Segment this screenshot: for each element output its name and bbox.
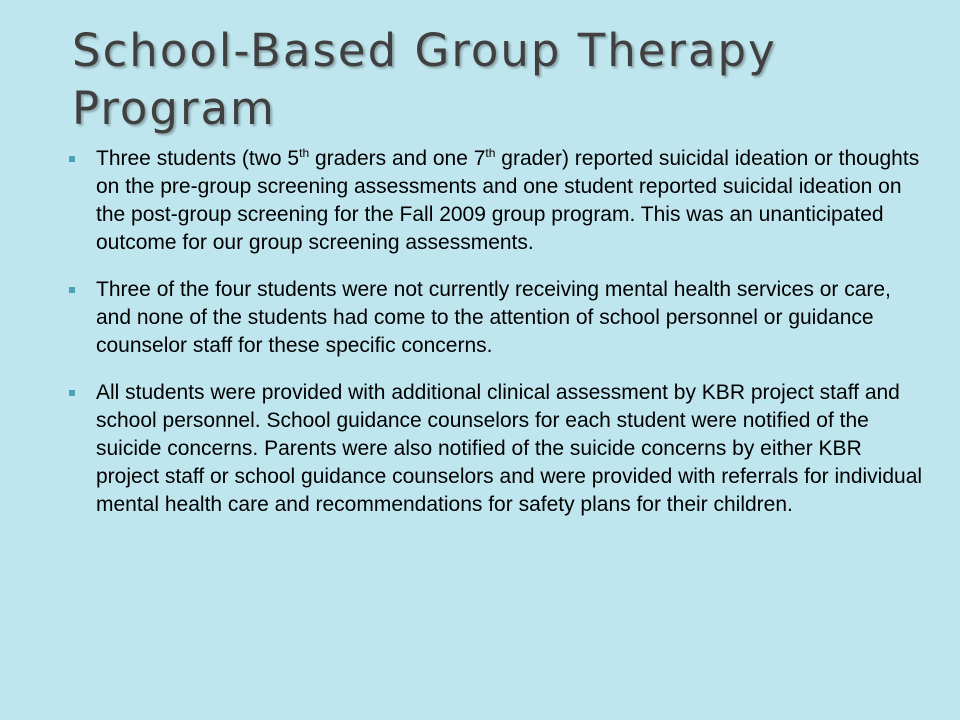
bullet-item-1 xyxy=(66,145,926,257)
bullet-item-3 xyxy=(66,379,926,519)
square-bullet-icon xyxy=(69,287,75,293)
slide-title: School-Based Group Therapy Program xyxy=(72,24,777,135)
bullet-item-2 xyxy=(66,276,926,360)
square-bullet-icon xyxy=(69,156,75,162)
bullet-text-3: All students were provided with additional clinical assessment by KBR project staff and school personnel. School guidance counselors for each student were notified of the suicide concerns. Parents were also notified of the suicide concerns by either KBR project staff or school guidance counselors and were provided with referrals for individual mental health care and recommendations for safety plans for their children. xyxy=(96,381,923,516)
bullet-text-2: Three of the four students were not currently receiving mental health services or care, and none of the students had come to the attention of school personnel or guidance counselor staff for these specific concerns. xyxy=(96,278,891,357)
bullet-text-1: Three students (two 5th graders and one 7th grader) reported suicidal ideation or thoughts on the pre-group screening assessments and one student reported suicidal ideation on the post-group screening for the Fall 2009 group program. This was an unanticipated outcome for our group screening assessments. xyxy=(96,146,920,254)
bullet-list xyxy=(66,145,926,538)
superscript: th xyxy=(299,146,310,160)
square-bullet-icon xyxy=(69,390,75,396)
superscript: th xyxy=(485,146,496,160)
